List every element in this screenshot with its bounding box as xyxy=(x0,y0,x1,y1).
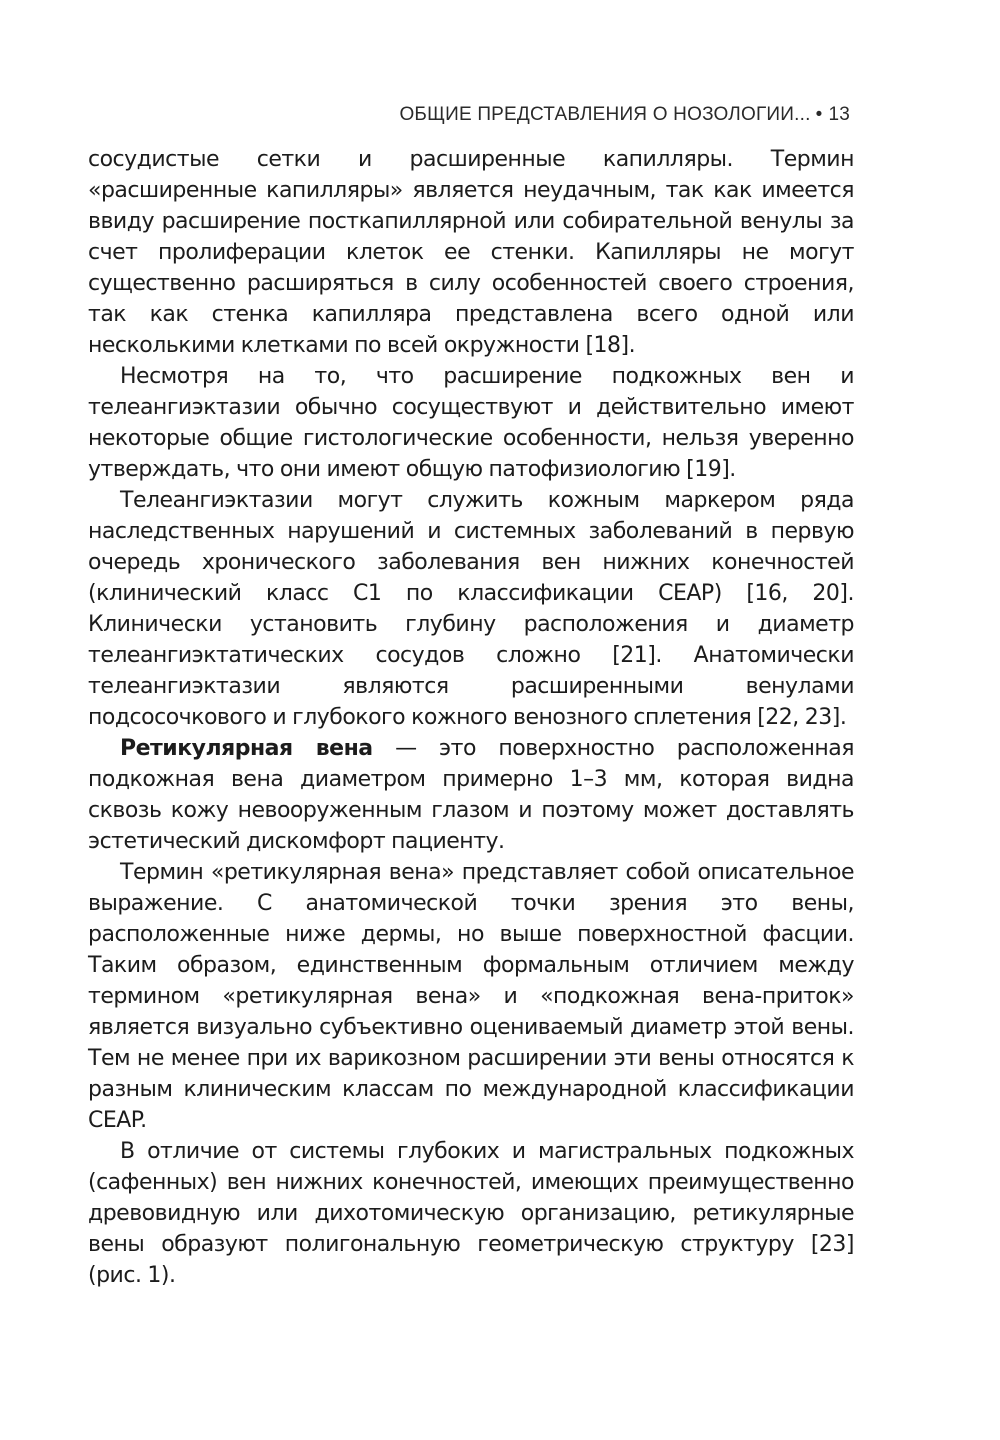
paragraph xyxy=(88,361,854,485)
paragraph xyxy=(88,1136,854,1291)
paragraph xyxy=(88,857,854,1136)
page-number: 13 xyxy=(828,104,850,125)
body-text xyxy=(88,144,854,1291)
running-title: ОБЩИЕ ПРЕДСТАВЛЕНИЯ О НОЗОЛОГИИ... xyxy=(399,104,811,125)
paragraph-definition xyxy=(88,733,854,857)
paragraph-text: Термин «ретикулярная вена» представляет собой описательное выражение. С анатомической точки зрения это вены, расположенные ниже дермы, но выше поверхностной фасции. Таким образом, единственным формальным отличием между термином «ретикулярная вена» и «подкожная вена-приток» является визуально субъективно оцениваемый диаметр этой вены. Тем не менее при их варикозном расширении эти вены относятся к разным клиническим классам по международной классификации CEAP. xyxy=(88,860,854,1133)
header-separator: • xyxy=(815,104,823,125)
running-header xyxy=(399,104,850,126)
defined-term: Ретикулярная вена xyxy=(120,736,373,761)
paragraph-text: сосудистые сетки и расширенные капилляры. Термин «расширенные капилляры» является неудачным, так как имеется ввиду расширение посткапиллярной или собирательной венулы за счет пролиферации клеток ее стенки. Капилляры не могут существенно расширяться в силу особенностей своего строения, так как стенка капилляра представлена всего одной или несколькими клетками по всей окружности [18]. xyxy=(88,147,854,358)
paragraph-text: В отличие от системы глубоких и магистральных подкожных (сафенных) вен нижних конечностей, имеющих преимущественно древовидную или дихотомическую организацию, ретикулярные вены образуют полигональную геометрическую структуру [23] (рис. 1). xyxy=(88,1139,854,1288)
paragraph xyxy=(88,485,854,733)
paragraph-continuation xyxy=(88,144,854,361)
paragraph-text: Телеангиэктазии могут служить кожным маркером ряда наследственных нарушений и системных заболеваний в первую очередь хронического заболевания вен нижних конечностей (клинический класс C1 по классификации CEAP) [16, 20]. Клинически установить глубину расположения и диаметр телеангиэктатических сосудов сложно [21]. Анатомически телеангиэктазии являются расширенными венулами подсосочкового и глубокого кожного венозного сплетения [22, 23]. xyxy=(88,488,854,730)
paragraph-text: Несмотря на то, что расширение подкожных вен и телеангиэктазии обычно сосуществуют и действительно имеют некоторые общие гистологические особенности, нельзя уверенно утверждать, что они имеют общую патофизиологию [19]. xyxy=(88,364,854,482)
paragraph-text: — это поверхностно расположенная подкожная вена диаметром примерно 1–3 мм, которая видна сквозь кожу невооруженным глазом и поэтому может доставлять эстетический дискомфорт пациенту. xyxy=(88,736,854,854)
